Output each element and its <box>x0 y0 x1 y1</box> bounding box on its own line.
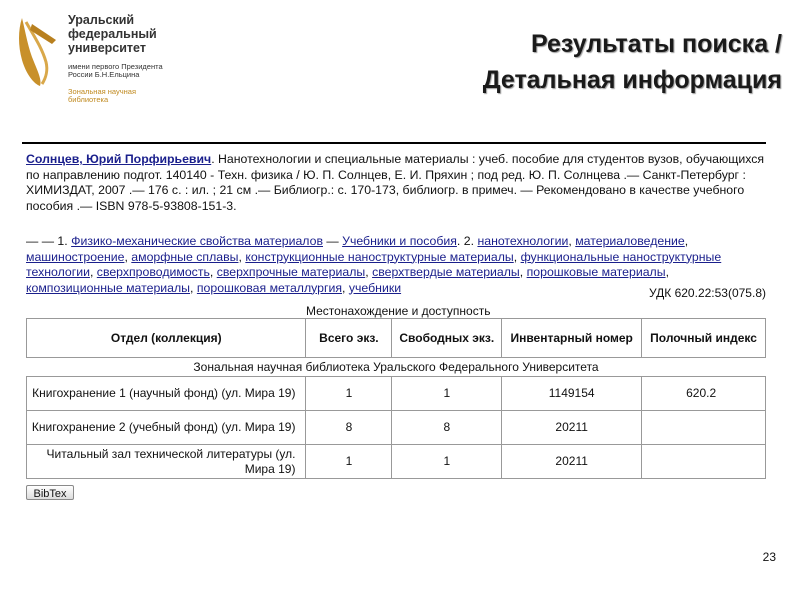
holdings-table <box>26 318 766 479</box>
keyword-link[interactable]: порошковые материалы <box>526 265 666 279</box>
subjects-sep-2: . 2. <box>456 234 475 248</box>
subject-headings: — — 1. Физико-механические свойства материалов — Учебники и пособия. 2. нанотехнологии, материаловедение, машиностроение, аморфные сплавы, конструкционные наноструктурные материалы, функциональные наноструктурные технологии, сверхпроводимость, сверхпрочные материалы, сверхтвердые материалы, порошковые материалы, композиционные материалы, порошковая металлургия, учебники <box>26 234 722 295</box>
ural-university-logo <box>12 10 172 110</box>
page-title-line-2: Детальная информация <box>482 66 782 94</box>
logo-line-5: Зональная научная библиотека <box>68 87 137 104</box>
logo-line-1: Уральский <box>68 13 135 27</box>
table-row <box>27 445 766 479</box>
keyword-link[interactable]: сверхтвердые материалы <box>372 265 520 279</box>
subjects-prefix: — — 1. <box>26 234 68 248</box>
author-link[interactable]: Солнцев, Юрий Порфирьевич <box>26 152 212 166</box>
header-shelf-index: Полочный индекс <box>642 319 766 358</box>
keyword-link[interactable]: композиционные материалы <box>26 280 191 295</box>
row-department: Читальный зал технической литературы (ул. Мира 19) <box>27 445 306 479</box>
library-name: Зональная научная библиотека Уральского Федерального Университета <box>27 358 766 377</box>
row-total-copies: 1 <box>306 377 392 411</box>
page-title <box>483 26 782 98</box>
keyword-link[interactable]: сверхпроводимость <box>96 265 210 279</box>
table-row <box>27 377 766 411</box>
table-row <box>27 411 766 445</box>
row-free-copies: 1 <box>392 377 502 411</box>
keyword-link[interactable]: машиностроение <box>26 249 125 264</box>
logo-line-4: имени первого Президента России Б.Н.Ельцина <box>68 62 163 79</box>
keyword-link[interactable]: нанотехнологии <box>477 234 569 248</box>
row-total-copies: 1 <box>306 445 392 479</box>
keyword-link[interactable]: порошковая металлургия <box>196 280 343 295</box>
keyword-link[interactable]: аморфные сплавы <box>131 249 239 264</box>
header-total-copies: Всего экз. <box>306 319 392 358</box>
keyword-link[interactable]: учебники <box>348 280 402 295</box>
row-shelf-index <box>642 411 766 445</box>
row-shelf-index: 620.2 <box>642 377 766 411</box>
page-number: 23 <box>762 550 776 564</box>
row-department: Книгохранение 2 (учебный фонд) (ул. Мира 19) <box>27 411 306 445</box>
subjects-sep-1: — <box>326 234 339 248</box>
subject-link-1[interactable]: Физико-механические свойства материалов <box>71 234 323 248</box>
bibtex-button[interactable]: BibTex <box>26 485 74 500</box>
header-divider <box>22 142 766 144</box>
header-department: Отдел (коллекция) <box>27 319 306 358</box>
logo-line-3: университет <box>68 41 146 55</box>
logo-line-2: федеральный <box>68 27 157 41</box>
keyword-link[interactable]: материаловедение <box>575 234 685 248</box>
holdings-header-row <box>27 319 766 358</box>
keyword-link[interactable]: сверхпрочные материалы <box>216 265 366 279</box>
university-emblem-icon <box>12 14 60 88</box>
library-name-row <box>27 358 766 377</box>
header-inventory-number: Инвентарный номер <box>502 319 642 358</box>
holdings-caption: Местонахождение и доступность <box>306 304 491 318</box>
keyword-link[interactable]: функциональные наноструктурные технологии <box>26 249 722 279</box>
record-description: . Нанотехнологии и специальные материалы : учеб. пособие для студентов вузов, обучающихся по направлению подгот. 140140 - Техн. физика / Ю. П. Солнцев, Е. И. Пряхин ; под ред. Ю. П. Солнцева .— Санкт-Петербург : ХИМИЗДАТ, 2007 .— 176 с. : ил. ; 21 см .— Библиогр.: с. 170-173, библиогр. в примеч. — Рекомендовано в качестве учебного пособия .— ISBN 978-5-93808-151-3. <box>26 152 765 213</box>
bibliographic-record <box>26 152 768 214</box>
row-inventory-number: 20211 <box>502 445 642 479</box>
row-shelf-index <box>642 445 766 479</box>
udk-code: УДК 620.22:53(075.8) <box>649 286 766 300</box>
row-inventory-number: 20211 <box>502 411 642 445</box>
row-department: Книгохранение 1 (научный фонд) (ул. Мира 19) <box>27 377 306 411</box>
row-total-copies: 8 <box>306 411 392 445</box>
keyword-link[interactable]: конструкционные наноструктурные материалы <box>245 249 514 264</box>
header-free-copies: Свободных экз. <box>392 319 502 358</box>
row-inventory-number: 1149154 <box>502 377 642 411</box>
row-free-copies: 1 <box>392 445 502 479</box>
row-free-copies: 8 <box>392 411 502 445</box>
page-title-line-1: Результаты поиска / <box>530 30 782 58</box>
subject-link-2[interactable]: Учебники и пособия <box>342 234 457 248</box>
